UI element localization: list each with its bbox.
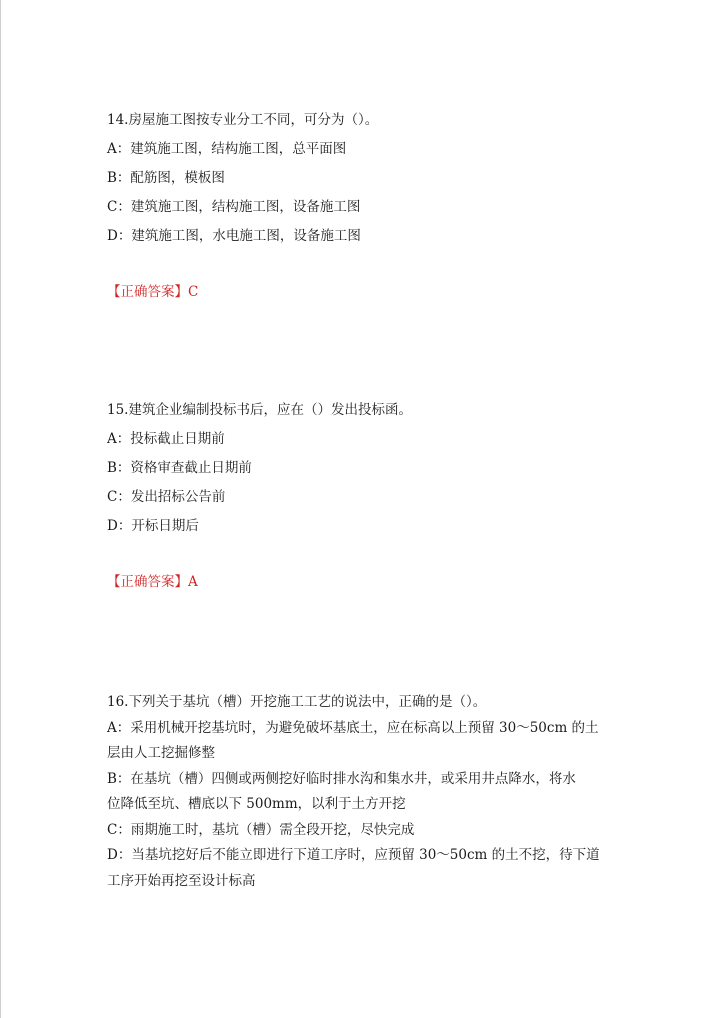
option-b-line-2: 位降低至坑、槽底以下 500mm，以利于土方开挖 — [107, 796, 406, 812]
option-a: A：投标截止日期前 — [107, 431, 225, 447]
answer-letter: A — [188, 574, 198, 590]
question-16 — [107, 693, 617, 897]
answer-letter: C — [188, 284, 199, 300]
answer-14 — [107, 283, 198, 301]
page-left-edge — [0, 0, 1, 1018]
question-15 — [107, 401, 617, 546]
option-b-line-1: B：在基坑（槽）四侧或两侧挖好临时排水沟和集水井，或采用井点降水，将水 — [107, 770, 576, 787]
option-c: C：发出招标公告前 — [107, 489, 226, 505]
option-d-line-1: D：当基坑挖好后不能立即进行下道工序时，应预留 30～50cm 的土不挖，待下道 — [107, 847, 600, 863]
option-a-line-1: A：采用机械开挖基坑时，为避免破坏基底土，应在标高以上预留 30～50cm 的土 — [107, 719, 599, 736]
question-stem: 15.建筑企业编制投标书后，应在（）发出投标函。 — [107, 402, 412, 418]
option-a: A：建筑施工图，结构施工图，总平面图 — [107, 141, 347, 157]
question-stem: 14.房屋施工图按专业分工不同，可分为（）。 — [107, 112, 379, 128]
option-c: C：建筑施工图，结构施工图，设备施工图 — [107, 199, 361, 215]
option-b: B：配筋图，模板图 — [107, 170, 225, 186]
option-d: D：开标日期后 — [107, 518, 199, 534]
option-a-line-2: 层由人工挖掘修整 — [107, 745, 215, 761]
option-b: B：资格审查截止日期前 — [107, 460, 252, 476]
option-c: C：雨期施工时，基坑（槽）需全段开挖，尽快完成 — [107, 821, 415, 838]
answer-label: 【正确答案】 — [107, 574, 188, 590]
option-d: D：建筑施工图，水电施工图，设备施工图 — [107, 228, 361, 244]
question-14 — [107, 111, 617, 256]
answer-15 — [107, 573, 198, 591]
answer-label: 【正确答案】 — [107, 284, 188, 300]
question-stem: 16.下列关于基坑（槽）开挖施工工艺的说法中，正确的是（）。 — [107, 694, 487, 710]
option-d-line-2: 工序开始再挖至设计标高 — [107, 872, 256, 889]
